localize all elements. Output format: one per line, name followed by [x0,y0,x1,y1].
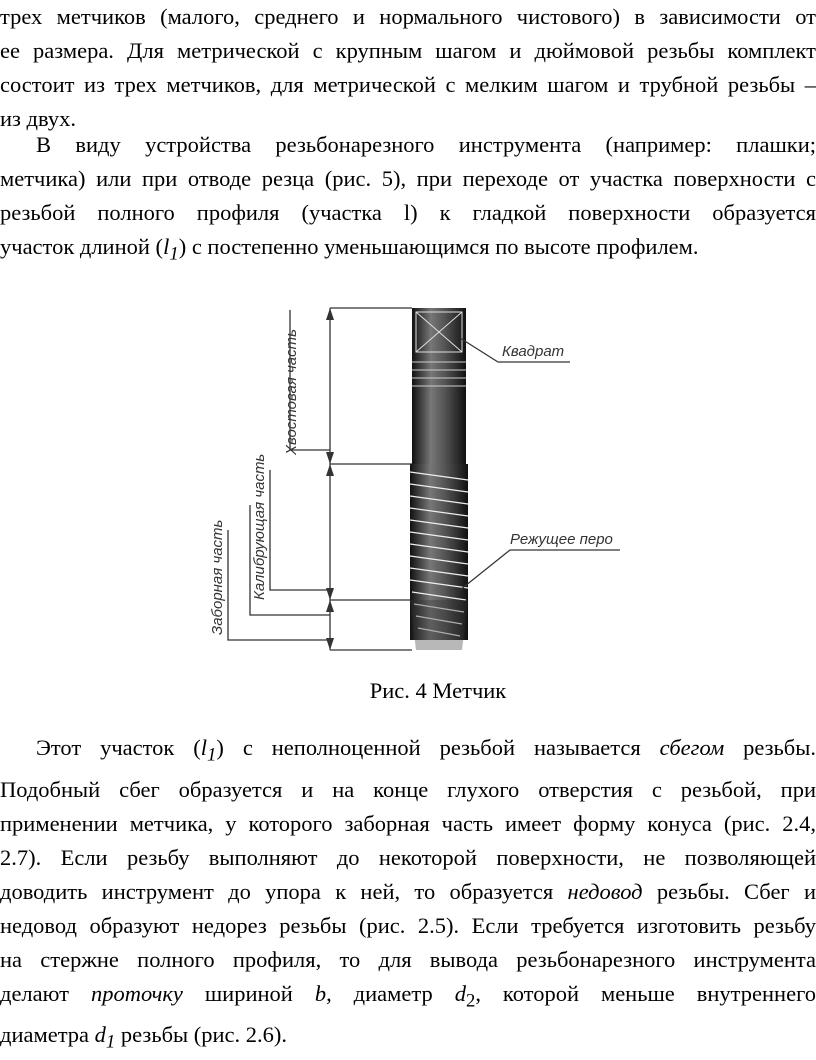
label-shank: Хвостовая часть [283,328,300,455]
text-line: трех метчиков (малого, среднего и нормального чистового) в зависимости от [0,4,816,29]
text-line: резьбой полного профиля (участка l) к гладкой поверхности образуется [0,200,816,225]
text-line: участок длиной $(l_1)$ с постепенно уменьшающимся по высоте профилем. [0,234,699,265]
label-calibrating: Калибрующая часть [251,453,268,600]
paragraph-3 [0,731,816,1060]
figure-caption: Рис. 4 Метчик [369,678,507,703]
text-line: из двух. [0,106,76,131]
label-cutting-edge: Режущее перо [510,531,613,548]
paragraph-1 [0,0,816,136]
text-line: недовод образуют недорез резьбы (рис. 2.5). Если требуется изготовить резьбу [0,912,816,938]
text-line: состоит из трех метчиков, для метрической с мелким шагом и трубной резьбы – [0,72,816,97]
text-line: метчика) или при отводе резца (рис. 5), при переходе от участка поверхности с [0,166,816,191]
text-line: на стержне полного профиля, то для вывода резьбонарезного инструмента [0,946,816,972]
text-line: Этот участок $(l_1)$ с неполноценной резьбой называется сбегом резьбы. [36,735,816,766]
text-line: доводить инструмент до упора к ней, то образуется недовод резьбы. Сбег и [0,878,816,904]
paragraph-2 [0,128,816,272]
text-line: ее размера. Для метрической с крупным шагом и дюймовой резьбы комплект [0,38,816,63]
text-line: диаметра $d_1$ резьбы (рис. 2.6). [0,1022,288,1053]
text-line: применении метчика, у которого заборная часть имеет форму конуса (рис. 2.4, [0,810,816,836]
text-line: Подобный сбег образуется и на конце глухого отверстия с резьбой, при [0,776,816,802]
label-square: Квадрат [502,343,565,360]
tap-drawing [180,290,640,670]
text-line: делают проточку шириной b, диаметр $d_2$, которой меньше внутреннего [0,980,816,1011]
text-line: 2.7). Если резьбу выполняют до некоторой поверхности, не позволяющей [0,844,816,870]
text-line: В виду устройства резьбонарезного инструмента (например: плашки; [36,132,816,157]
label-intake: Заборная часть [209,519,226,635]
